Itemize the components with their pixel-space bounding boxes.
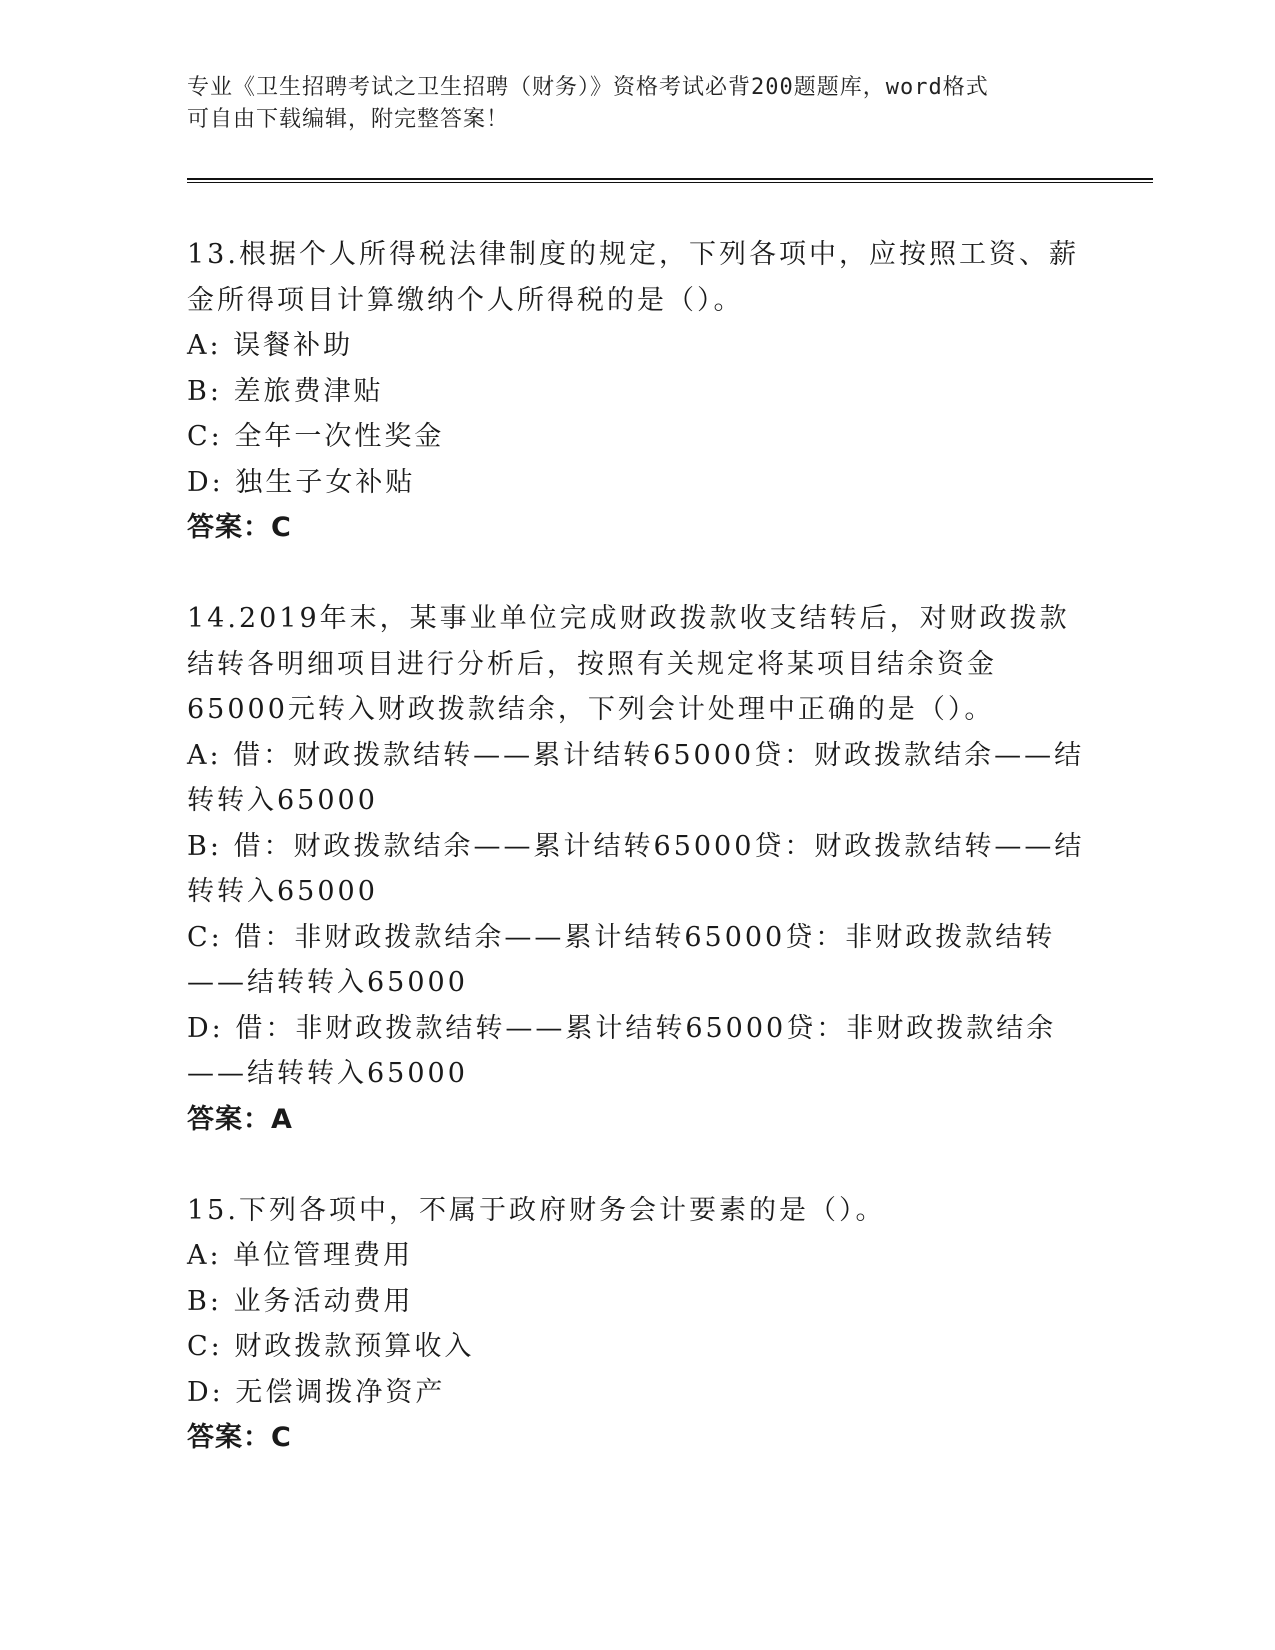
question-text: 15.下列各项中，不属于政府财务会计要素的是（）。 (187, 1194, 886, 1226)
option-c: C: 全年一次性奖金 (187, 421, 445, 452)
option-a: A: 单位管理费用 (187, 1240, 414, 1271)
question-text: 13.根据个人所得税法律制度的规定，下列各项中，应按照工资、薪金所得项目计算缴纳个人所得税的是（）。 (187, 239, 1079, 316)
answer: 答案：A (187, 1103, 293, 1135)
question-list (187, 232, 1087, 1506)
answer: 答案：C (187, 512, 292, 543)
header-line-1: 专业《卫生招聘考试之卫生招聘（财务）》资格考试必背200题题库，word格式 (187, 75, 989, 100)
question-text: 14.2019年末，某事业单位完成财政拨款收支结转后，对财政拨款结转各明细项目进行分析后，按照有关规定将某项目结余资金65000元转入财政拨款结余，下列会计处理中正确的是（）。 (187, 603, 1070, 725)
option-a: A: 借：财政拨款结转——累计结转65000贷：财政拨款结余——结转转入65000 (187, 739, 1085, 816)
option-b: B: 差旅费津贴 (187, 375, 384, 407)
option-d: D: 借：非财政拨款结转——累计结转65000贷：非财政拨款结余——结转转入65000 (187, 1012, 1057, 1089)
option-d: D: 独生子女补贴 (187, 466, 416, 498)
answer: 答案：C (187, 1422, 292, 1453)
question-13 (187, 232, 1087, 551)
header-divider (187, 178, 1153, 183)
option-a: A: 误餐补助 (187, 330, 354, 361)
question-14 (187, 596, 1087, 1142)
document-header (187, 72, 1067, 136)
option-c: C: 借：非财政拨款结余——累计结转65000贷：非财政拨款结转——结转转入65000 (187, 921, 1056, 998)
option-d: D: 无偿调拨净资产 (187, 1376, 446, 1408)
option-b: B: 业务活动费用 (187, 1285, 414, 1317)
question-15 (187, 1188, 1087, 1461)
option-c: C: 财政拨款预算收入 (187, 1331, 475, 1362)
header-line-2: 可自由下载编辑，附完整答案！ (187, 107, 510, 132)
option-b: B: 借：财政拨款结余——累计结转65000贷：财政拨款结转——结转转入65000 (187, 830, 1085, 907)
